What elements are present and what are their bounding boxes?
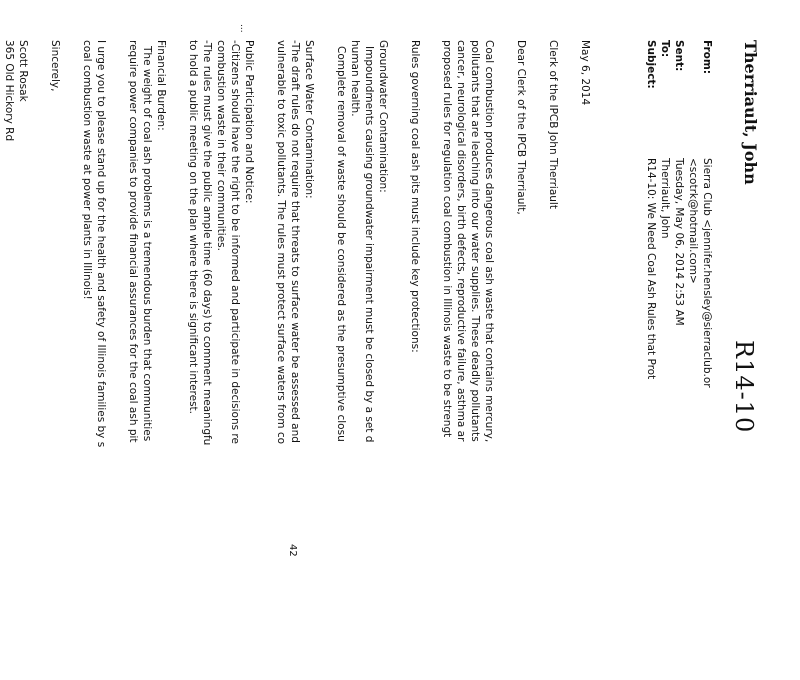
section-line: -The draft rules do not require that threats to surface water be assessed and [289,40,301,443]
header-value: Sierra Club <jennifer.hensley@sierraclub.or [701,158,713,388]
header-value: Therriault, John [659,158,671,239]
section-line: -Citizens should have the right to be informed and participate in decisions re [229,40,241,444]
header-row-subject [644,40,658,388]
paragraph-line: I urge you to please stand up for the health and safety of Illinois families by s [95,40,107,448]
header-row-from [700,40,714,388]
section-line: to hold a public meeting on the plan where there is significant interest. [187,40,199,415]
document-id: R14-10 [730,340,758,434]
section-heading: Groundwater Contamination: [377,40,389,193]
closing-paragraph [80,40,108,680]
paragraph-line: pollutants that are leaching into our water supplies. These deadly pollutants [469,40,481,442]
letter-body [0,40,592,680]
header-row-to [658,40,672,388]
section-line: vulnerable to toxic pollutants. The rules must protect surface waters from co [275,40,287,445]
header-value: <scotrk@hotmail.com> [687,158,699,284]
header-label: To: [659,40,671,58]
section-line: -The rules must give the public ample time (60 days) to comment meaningfu [201,40,213,446]
rules-intro: Rules governing coal ash pits must include key protections: [409,40,421,353]
section-heading: Surface Water Contamination: [303,40,315,199]
sender-name-title: Therriault, John [741,40,760,185]
section-heading: Public Participation and Notice: [243,40,255,204]
signature-city [0,40,2,680]
header-row-from-cont [686,40,700,388]
margin-mark: ... [238,24,248,33]
letter-greeting: Dear Clerk of the IPCB Therriault, [515,40,527,215]
section-surface-water [274,40,316,680]
intro-paragraph [440,40,496,680]
signoff: Sincerely, [49,40,61,92]
header-label [686,40,700,158]
paragraph-line: proposed rules for regulation coal combustion in Illinois waste to be strengt [441,40,453,438]
signature-street: 365 Old Hickory Rd [3,40,15,142]
paragraph-line: Coal combustion produces dangerous coal ash waste that contains mercury, [483,40,495,443]
header-label: Subject: [645,40,657,89]
section-heading: Financial Burden: [155,40,167,131]
section-financial-burden [126,40,168,680]
signature-block [0,40,30,680]
header-value: R14-10: We Need Coal Ash Rules that Prot [645,158,657,380]
signature-name: Scott Rosak [17,40,29,102]
section-line: Impoundments causing groundwater impairment must be closed by a set d [363,46,375,443]
section-groundwater [334,40,390,680]
paragraph-line: cancer, neurological disorders, birth defects, reproductive failure, asthma ar [455,40,467,442]
section-line: The weight of coal ash problems is a tremendous burden that communities [141,46,153,442]
letter-address: Clerk of the IPCB John Therriault [547,40,559,209]
header-label: From: [701,40,713,75]
section-line: Complete removal of waste should be considered as the presumptive closu [335,46,347,442]
email-header [644,40,714,388]
section-line: human health. [349,40,361,117]
header-value: Tuesday, May 06, 2014 2:53 AM [673,158,685,326]
section-line: require power companies to provide financial assurances for the coal ash pit [127,40,139,443]
header-row-sent [672,40,686,388]
paragraph-line: coal combustion waste at power plants in Illinois! [81,40,93,300]
section-public-participation [186,40,256,680]
letter-date: May 6, 2014 [579,40,591,106]
page-number: 42 [287,544,298,557]
section-line: combustion waste in their communities. [215,40,227,251]
header-label: Sent: [673,40,685,72]
